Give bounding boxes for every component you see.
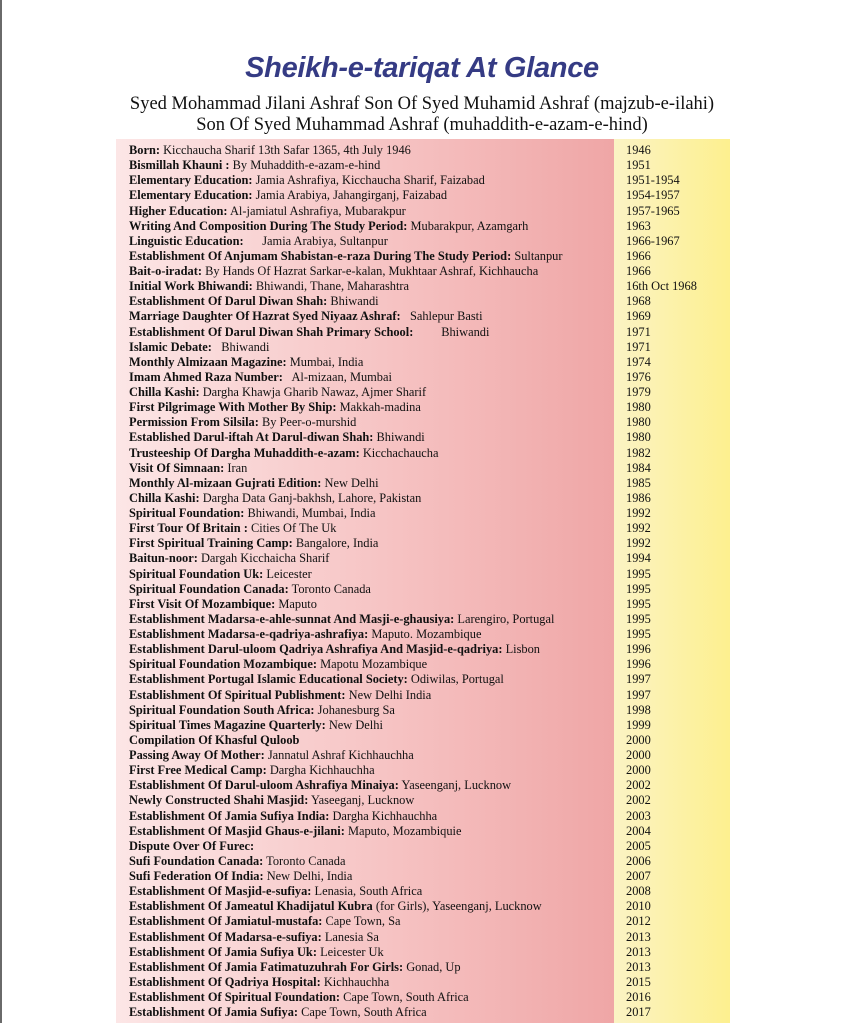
timeline-row [129,657,729,672]
timeline-event [129,642,540,657]
timeline-event-label: First Visit Of Mozambique: [129,596,276,611]
timeline-event-detail: Sultanpur [514,248,563,263]
timeline-event-detail: New Delhi India [348,687,432,702]
timeline-year: 1985 [626,475,651,490]
timeline-row [129,597,729,612]
subtitle-lineage-1: Syed Mohammad Jilani Ashraf Son Of Syed Muhamid Ashraf (majzub-e-ilahi) [129,94,715,114]
timeline-row [129,461,729,476]
timeline-event-detail: Larengiro, Portugal [457,611,555,626]
timeline-event [129,325,489,340]
timeline-year: 16th Oct 1968 [626,279,697,294]
timeline-row [129,340,729,355]
timeline-year: 1966 [626,264,651,278]
timeline-year: 1980 [626,430,651,445]
timeline-event-detail: By Hands Of Hazrat Sarkar-e-kalan, Mukhtaar Ashraf, Kichhaucha [205,264,539,278]
timeline-event-detail: (for Girls), Yaseenganj, Lucknow [375,899,542,914]
timeline-year: 2000 [626,763,651,778]
timeline-event-label: Spiritual Foundation South Africa: [129,702,315,717]
timeline-row [129,279,729,294]
timeline-year: 1994 [626,551,651,566]
timeline-event [129,778,511,793]
timeline-event-detail: Bhiwandi [376,430,425,445]
timeline-row [129,612,729,627]
timeline-event-label: Establishment Of Jamia Sufiya India: [129,808,330,823]
timeline-event-label: Establishment Madarsa-e-ahle-sunnat And Masji-e-ghausiya: [129,611,455,626]
timeline-year: 1984 [626,460,651,475]
timeline-event [129,551,329,566]
timeline-year: 1969 [626,309,651,324]
timeline-row [129,930,729,945]
timeline-event-label: Monthly Almizaan Magazine: [129,354,287,369]
timeline-event-label: First Tour Of Britain : [129,521,248,536]
timeline-event [129,975,389,990]
timeline-row [129,294,729,309]
timeline-year: 1968 [626,294,651,309]
timeline-event-label: Linguistic Education: [129,233,244,248]
timeline-row [129,688,729,703]
timeline-row [129,476,729,491]
timeline-event-detail: Al-mizaan, Mumbai [285,369,392,384]
timeline-year: 1957-1965 [626,203,680,218]
timeline-event [129,884,422,899]
timeline-year: 1995 [626,581,651,596]
timeline-event [129,809,437,824]
timeline-row [129,854,729,869]
timeline-year: 2015 [626,974,651,989]
timeline-year: 1966 [626,248,651,263]
timeline-row [129,446,729,461]
timeline-year: 2008 [626,884,651,899]
timeline-event-detail: Yaseeganj, Lucknow [310,793,415,808]
timeline-event-label: Chilla Kashi: [129,385,200,399]
timeline-event-label: Establishment Of Jamia Sufiya: [129,1005,299,1020]
timeline-year: 1979 [626,385,651,399]
timeline-year: 1996 [626,657,651,672]
timeline-row [129,718,729,733]
timeline-event-detail: Lenasia, South Africa [314,884,423,899]
timeline-event-detail: Dargha Khawja Gharib Nawaz, Ajmer Sharif [202,385,427,399]
timeline-event-label: Chilla Kashi: [129,490,200,505]
timeline-event [129,400,421,415]
timeline-event-detail: Lisbon [505,642,540,657]
timeline-year: 1966-1967 [626,233,680,248]
timeline-year: 2006 [626,853,651,868]
timeline-event-label: Dispute Over Of Furec: [129,838,255,853]
timeline-event-label: Spiritual Times Magazine Quarterly: [129,717,326,732]
timeline-event [129,748,414,763]
timeline-event-detail: New Delhi [324,475,379,490]
timeline-event [129,612,554,627]
timeline-event-detail: Sahlepur Basti [403,309,483,324]
timeline-event-detail: Cape Town, South Africa [301,1005,427,1020]
timeline-event [129,249,563,264]
timeline-row [129,809,729,824]
timeline-event-label: Passing Away Of Mother: [129,748,265,762]
timeline-year: 2012 [626,914,651,929]
timeline-event-label: Establishment Of Masjid-e-sufiya: [129,884,312,899]
timeline-event [129,627,481,642]
timeline-event-detail: Jamia Ashrafiya, Kicchaucha Sharif, Faizabad [255,173,485,188]
timeline-event-label: First Free Medical Camp: [129,763,267,778]
timeline-event [129,143,411,158]
timeline-event-detail: Odiwilas, Portugal [410,672,504,687]
timeline-event-label: Establishment Of Spiritual Publishment: [129,687,346,702]
timeline-year: 1996 [626,642,651,657]
timeline-event [129,960,461,975]
timeline-event-label: Establishment Portugal Islamic Educational Society: [129,672,408,687]
timeline-event-detail: New Delhi, India [266,869,353,883]
timeline-year: 1992 [626,506,651,520]
timeline-year: 1999 [626,717,651,732]
timeline-event-detail: Dargha Data Ganj-bakhsh, Lahore, Pakistan [202,490,422,505]
timeline-event-detail: Kicchachaucha [362,445,439,460]
timeline-event-label: Writing And Composition During The Study Period: [129,218,408,233]
timeline-event-label: Marriage Daughter Of Hazrat Syed Niyaaz Ashraf: [129,309,401,324]
timeline-event-detail: Mubarakpur, Azamgarh [410,218,529,233]
timeline-event [129,279,409,294]
timeline-year: 1997 [626,687,651,702]
timeline-event [129,415,356,430]
timeline-event [129,839,254,854]
timeline-event-detail: Jannatul Ashraf Kichhauchha [267,748,414,762]
timeline-event-detail: Dargha Kichhauchha [332,808,438,823]
timeline-row [129,385,729,400]
timeline-event-label: Baitun-noor: [129,551,198,566]
timeline-row [129,990,729,1005]
timeline-year: 1998 [626,702,651,717]
timeline-event-label: Monthly Al-mizaan Gujrati Edition: [129,475,322,490]
timeline-event [129,506,375,521]
timeline-row [129,249,729,264]
timeline-event [129,990,469,1005]
timeline-row [129,309,729,324]
timeline-row [129,960,729,975]
timeline-event [129,688,431,703]
timeline-row [129,400,729,415]
timeline-event [129,188,447,203]
timeline-year: 2000 [626,748,651,762]
timeline-year: 1980 [626,415,651,430]
timeline-year: 2013 [626,959,651,974]
timeline-row [129,703,729,718]
timeline-event-label: Born: [129,143,160,157]
timeline-event-detail: Yaseenganj, Lucknow [401,778,512,793]
timeline-year: 1954-1957 [626,188,680,203]
timeline-event-detail: Maputo. Mozambique [371,627,482,641]
timeline-event-detail: Lanesia Sa [324,929,379,944]
timeline-year: 2017 [626,1005,651,1020]
timeline-event-label: Establishment Of Spiritual Foundation: [129,990,341,1004]
timeline-event [129,703,395,718]
timeline-event-detail: Makkah-madina [339,400,421,415]
timeline-event [129,385,426,400]
timeline-event-detail: Al-jamiatul Ashrafiya, Mubarakpur [229,203,406,218]
timeline-event-detail: Bhiwandi [416,324,490,339]
subtitle-lineage-2: Son Of Syed Muhammad Ashraf (muhaddith-e-azam-e-hind) [196,115,648,135]
timeline-event-detail: By Peer-o-murshid [261,415,357,430]
timeline-event [129,355,363,370]
timeline-year: 2002 [626,793,651,808]
timeline-event [129,309,483,324]
timeline-event [129,718,383,733]
timeline-event-detail: Leicester Uk [320,944,384,959]
timeline-event-label: Establishment Of Jamiatul-mustafa: [129,914,323,929]
timeline-event [129,567,312,582]
timeline-event [129,204,406,219]
timeline-event [129,945,384,960]
timeline-event-detail: Maputo, Mozambiquie [347,823,462,838]
timeline-event [129,370,392,385]
timeline-event-label: Trusteeship Of Dargha Muhaddith-e-azam: [129,445,360,460]
timeline-row [129,355,729,370]
timeline-row [129,748,729,763]
timeline-year: 2002 [626,778,651,793]
timeline-event-label: Establishment Of Darul-uloom Ashrafiya Minaiya: [129,778,399,793]
timeline-row [129,370,729,385]
timeline-row [129,945,729,960]
timeline-event-detail: Iran [227,460,248,475]
timeline-event-detail: Toronto Canada [266,853,346,868]
timeline-row [129,672,729,687]
timeline-event [129,491,421,506]
timeline-event-label: Islamic Debate: [129,339,212,354]
timeline-event-label: Establishment Of Darul Diwan Shah: [129,294,328,309]
timeline-row [129,642,729,657]
timeline-event-detail: Kichhauchha [323,974,390,989]
timeline-row [129,173,729,188]
timeline-event-label: Establishment Of Anjumam Shabistan-e-raza During The Study Period: [129,248,512,263]
timeline-row [129,415,729,430]
timeline-year: 1995 [626,611,651,626]
timeline-year: 1995 [626,566,651,581]
timeline-row [129,1005,729,1020]
timeline-event-label: Visit Of Simnaan: [129,460,225,475]
timeline-event-label: Initial Work Bhiwandi: [129,279,253,294]
timeline-event [129,1005,427,1020]
timeline-event-label: First Pilgrimage With Mother By Ship: [129,400,337,415]
timeline-year: 2010 [626,899,651,914]
timeline-event-detail: Bhiwandi, Thane, Maharashtra [255,279,410,294]
timeline-event-detail: Jamia Arabiya, Sultanpur [246,233,388,248]
timeline-row [129,551,729,566]
timeline-event-label: Elementary Education: [129,188,253,203]
timeline-event [129,824,462,839]
timeline-year: 1951 [626,158,651,173]
timeline-event [129,854,345,869]
timeline-event [129,446,439,461]
timeline-row [129,188,729,203]
timeline-event-label: First Spiritual Training Camp: [129,536,293,551]
timeline-year: 2007 [626,869,651,883]
timeline-event-label: Bismillah Khauni : [129,158,230,173]
timeline-row [129,143,729,158]
timeline-row [129,914,729,929]
timeline-event-label: Bait-o-iradat: [129,264,202,278]
timeline-event [129,234,388,249]
timeline-row [129,521,729,536]
timeline-event-label: Permission From Silsila: [129,415,259,430]
timeline-event [129,521,336,536]
timeline-row [129,536,729,551]
timeline-year: 1986 [626,490,651,505]
timeline-event [129,430,425,445]
timeline-year: 2013 [626,929,651,944]
timeline-year: 1995 [626,627,651,641]
timeline-event-label: Spiritual Foundation Mozambique: [129,657,317,672]
timeline-row [129,763,729,778]
timeline-list [129,143,729,1020]
timeline-event [129,733,299,748]
timeline-year: 2000 [626,732,651,747]
timeline-row [129,506,729,521]
page-title: Sheikh-e-tariqat At Glance [245,52,599,84]
timeline-event [129,672,504,687]
timeline-row [129,627,729,642]
timeline-event-label: Establishment Of Jamia Sufiya Uk: [129,944,317,959]
timeline-event-detail: Bhiwandi [215,339,270,354]
timeline-event [129,158,380,173]
timeline-year: 2005 [626,838,651,853]
timeline-year: 2016 [626,990,651,1004]
timeline-row [129,219,729,234]
timeline-event-label: Higher Education: [129,203,228,218]
timeline-event-detail: Toronto Canada [291,581,371,596]
timeline-event-detail: Johanesburg Sa [317,702,395,717]
timeline-event-label: Establishment Of Darul Diwan Shah Primary School: [129,324,414,339]
timeline-event-detail: By Muhaddith-e-azam-e-hind [232,158,381,173]
timeline-event [129,264,538,279]
timeline-year: 2013 [626,944,651,959]
timeline-event-detail: Dargah Kicchaicha Sharif [200,551,330,566]
timeline-row [129,491,729,506]
timeline-event-detail: Mapotu Mozambique [320,657,428,672]
timeline-event-label: Sufi Federation Of India: [129,869,264,883]
timeline-event-label: Sufi Foundation Canada: [129,853,264,868]
timeline-row [129,430,729,445]
timeline-row [129,158,729,173]
timeline-event-detail: Gonad, Up [406,959,461,974]
timeline-year: 1992 [626,521,651,536]
timeline-row [129,869,729,884]
timeline-event-label: Establishment Of Jameatul Khadijatul Kubra [129,899,373,914]
timeline-event-label: Spiritual Foundation: [129,506,245,520]
timeline-year: 1974 [626,354,651,369]
timeline-event-label: Establishment Of Madarsa-e-sufiya: [129,929,322,944]
timeline-event-label: Establishment Darul-uloom Qadriya Ashrafiya And Masjid-e-qadriya: [129,642,503,657]
timeline-year: 1976 [626,369,651,384]
timeline-event [129,476,379,491]
timeline-event [129,597,317,612]
timeline-year: 1971 [626,339,651,354]
timeline-event [129,294,379,309]
timeline-event [129,930,379,945]
timeline-year: 1963 [626,218,651,233]
timeline-event-label: Establishment Madarsa-e-qadriya-ashrafiya: [129,627,369,641]
timeline-year: 2004 [626,823,651,838]
timeline-event-label: Elementary Education: [129,173,253,188]
timeline-event-detail: Jamia Arabiya, Jahangirganj, Faizabad [255,188,448,203]
timeline-row [129,264,729,279]
timeline-year: 1971 [626,324,651,339]
timeline-event-label: Imam Ahmed Raza Number: [129,369,283,384]
timeline-year: 1951-1954 [626,173,680,188]
timeline-year: 1995 [626,596,651,611]
timeline-event [129,869,352,884]
timeline-year: 1982 [626,445,651,460]
timeline-event-detail: Cape Town, Sa [325,914,401,929]
timeline-row [129,204,729,219]
timeline-event-detail: Maputo [278,596,317,611]
timeline-event [129,582,371,597]
timeline-event [129,657,427,672]
timeline-event [129,914,401,929]
timeline-row [129,325,729,340]
timeline-event-detail: Bangalore, India [295,536,379,551]
timeline-year: 1946 [626,143,651,157]
timeline-event-detail: Bhiwandi [330,294,379,309]
timeline-row [129,899,729,914]
timeline-row [129,567,729,582]
timeline-event-label: Spiritual Foundation Uk: [129,566,264,581]
timeline-event-label: Established Darul-iftah At Darul-diwan Shah: [129,430,374,445]
timeline-event-detail: New Delhi [328,717,383,732]
timeline-row [129,234,729,249]
timeline-event [129,173,485,188]
timeline-event-detail: Bhiwandi, Mumbai, India [247,506,376,520]
timeline-event-label: Establishment Of Qadriya Hospital: [129,974,321,989]
left-border-line [0,0,2,1023]
timeline-event-detail: Cape Town, South Africa [343,990,469,1004]
timeline-event [129,899,542,914]
timeline-row [129,733,729,748]
timeline-row [129,975,729,990]
timeline-event-label: Establishment Of Jamia Fatimatuzuhrah For Girls: [129,959,404,974]
timeline-event [129,763,375,778]
timeline-event [129,793,414,808]
timeline-event-detail: Mumbai, India [289,354,364,369]
timeline-event-label: Spiritual Foundation Canada: [129,581,289,596]
timeline-event-label: Establishment Of Masjid Ghaus-e-jilani: [129,823,345,838]
timeline-year: 1997 [626,672,651,687]
timeline-row [129,824,729,839]
timeline-event [129,340,269,355]
timeline-row [129,793,729,808]
timeline-event [129,536,378,551]
timeline-row [129,884,729,899]
timeline-event-detail: Leicester [266,566,312,581]
timeline-year: 1980 [626,400,651,415]
timeline-event-detail: Cities Of The Uk [250,521,337,536]
timeline-event [129,219,528,234]
timeline-event-detail: Kicchaucha Sharif 13th Safar 1365, 4th July 1946 [163,143,411,157]
timeline-row [129,778,729,793]
timeline-event-label: Compilation Of Khasful Quloob [129,732,300,747]
timeline-event-detail: Dargha Kichhauchha [269,763,375,778]
timeline-year: 2003 [626,808,651,823]
timeline-year: 1992 [626,536,651,551]
timeline-row [129,839,729,854]
timeline-event-label: Newly Constructed Shahi Masjid: [129,793,309,808]
timeline-row [129,582,729,597]
timeline-event [129,461,247,476]
